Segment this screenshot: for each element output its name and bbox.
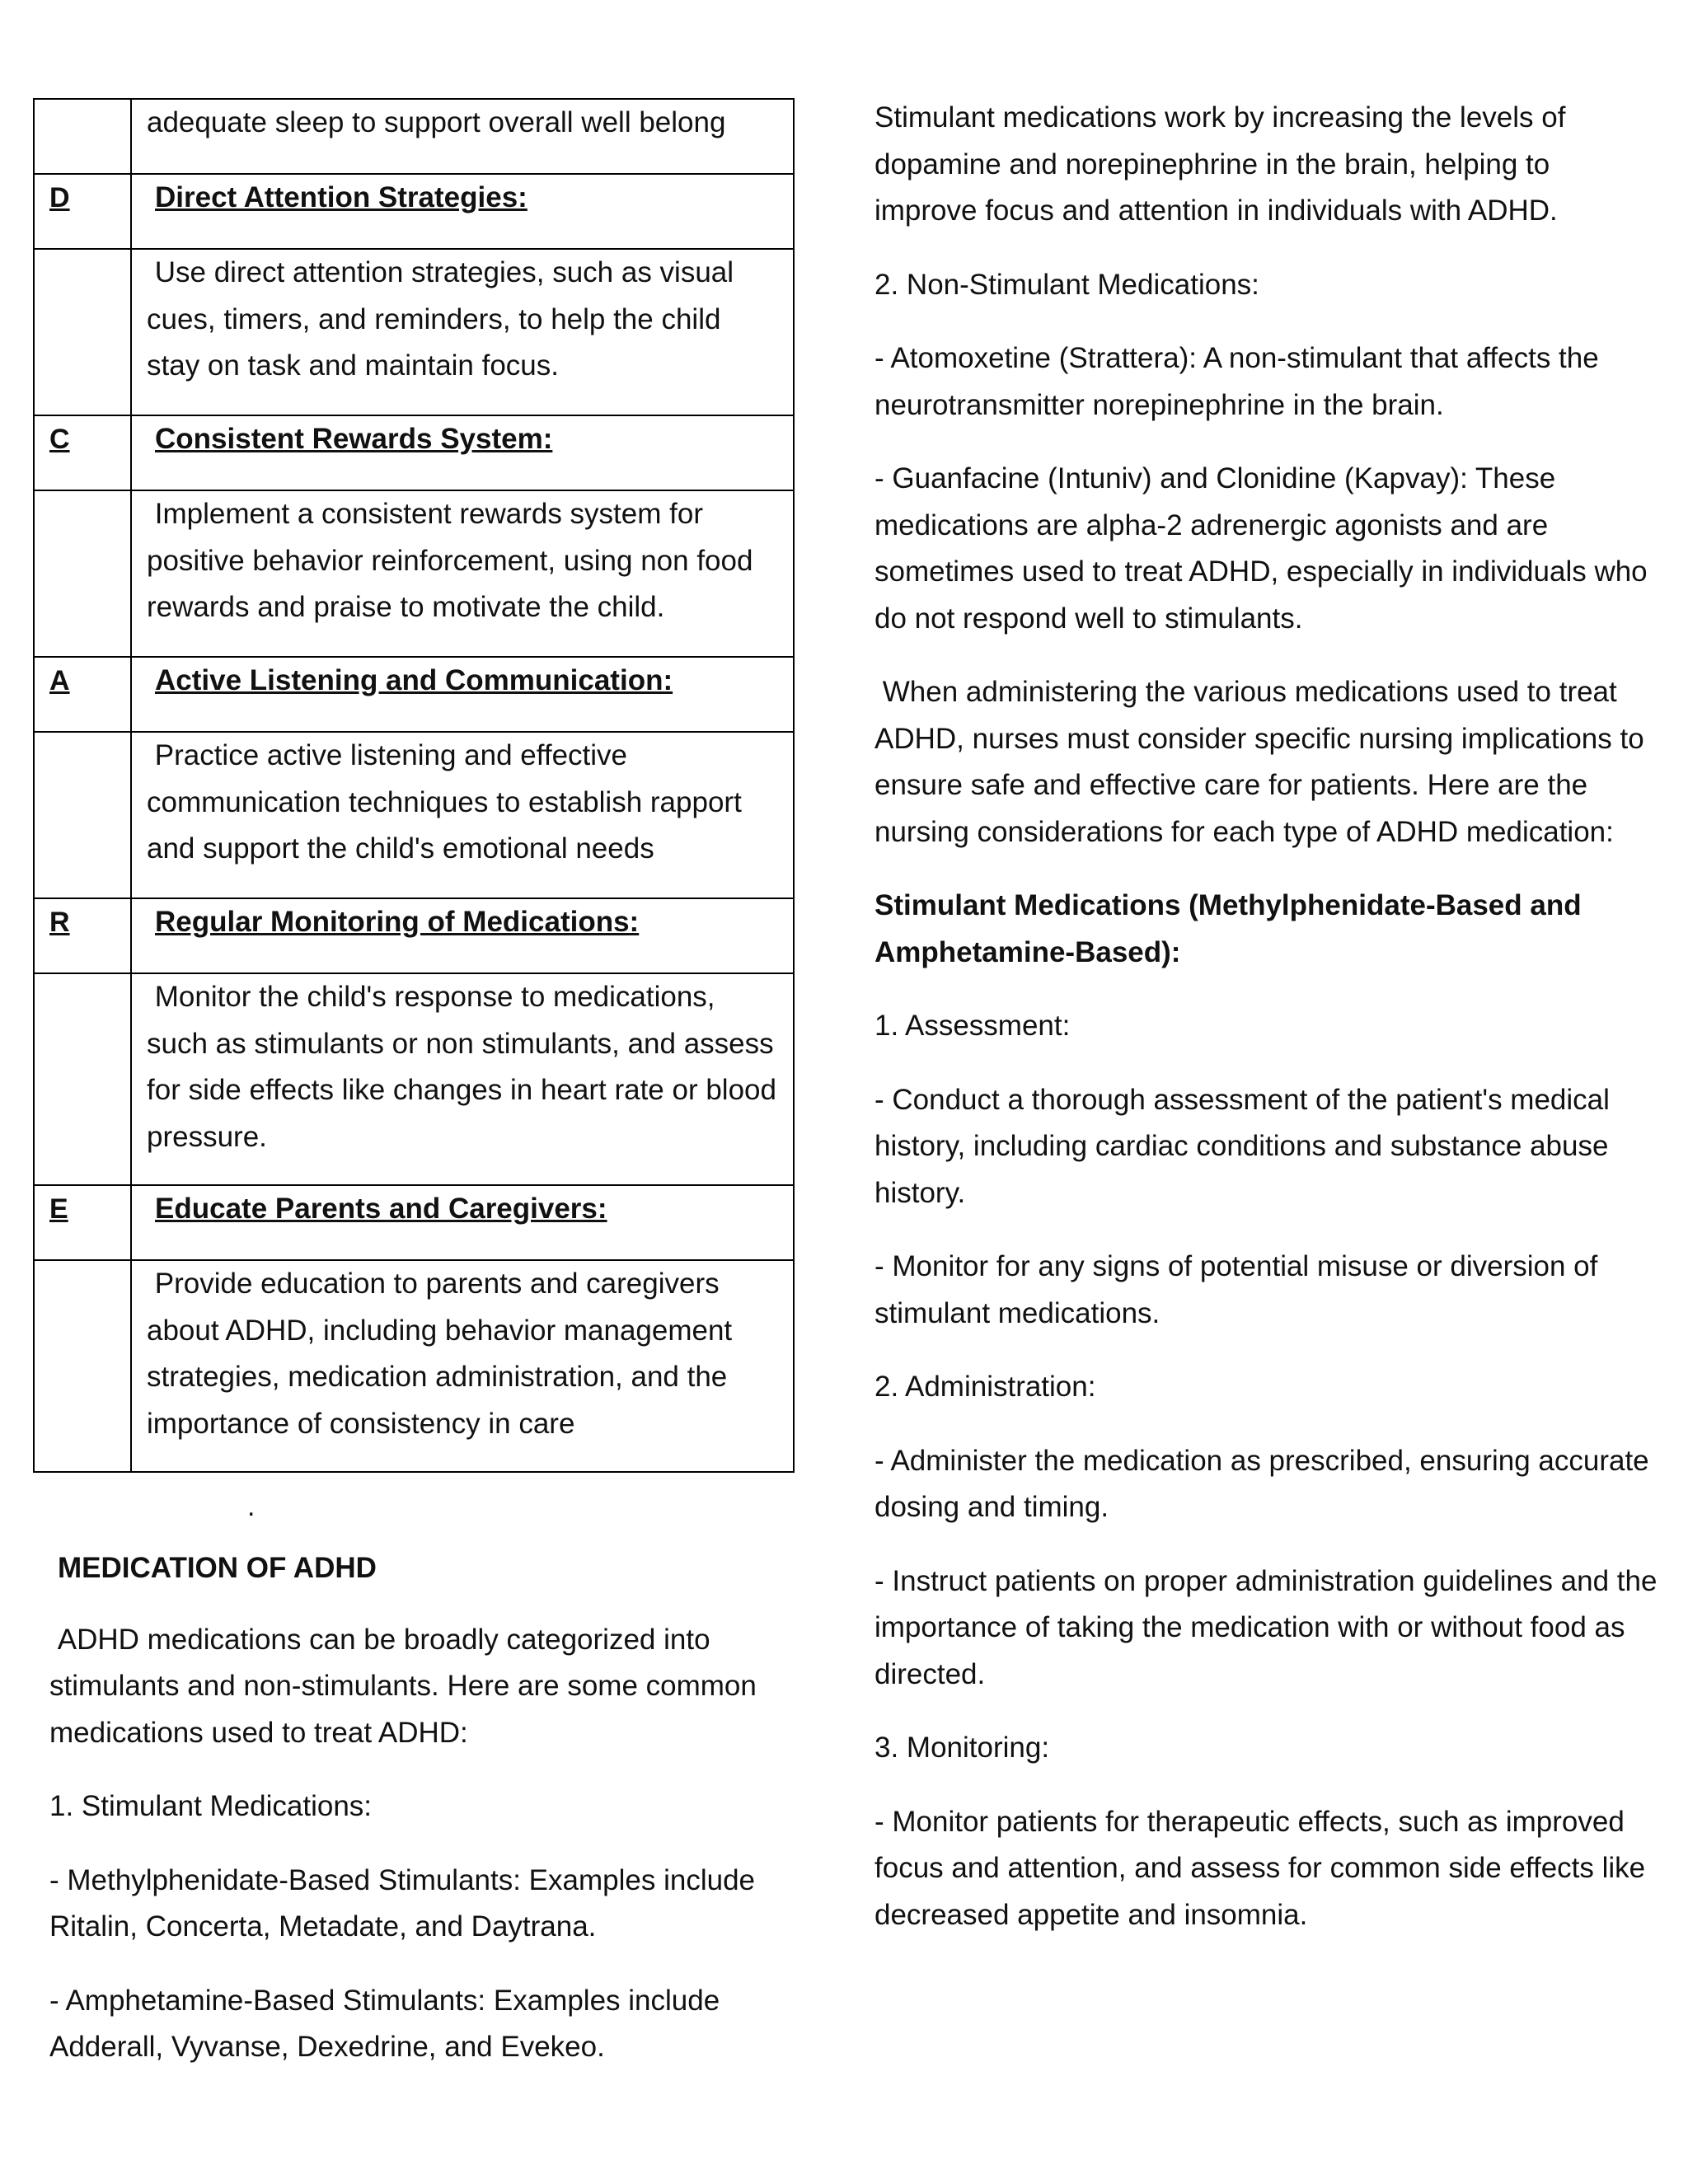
letter-cell (34, 490, 131, 657)
paragraph (874, 669, 1658, 855)
section-title: MEDICATION OF ADHD (58, 1552, 377, 1584)
table-heading: Active Listening and Communication: (131, 657, 794, 732)
left-column (49, 1545, 791, 2098)
table-body-text (131, 973, 794, 1185)
paragraph: - Conduct a thorough assessment of the patient's medical history, including cardiac conditions and substance abuse history. (874, 1083, 1610, 1209)
paragraph: - Amphetamine-Based Stimulants: Examples include Adderall, Vyvanse, Dexedrine, and Evekeo. (49, 1984, 720, 2063)
letter-cell: C (34, 415, 131, 490)
right-column (874, 95, 1658, 1966)
table-heading: Regular Monitoring of Medications: (131, 898, 794, 973)
paragraph: Stimulant medications work by increasing the levels of dopamine and norepinephrine in the brain, helping to improve focus and attention in individuals with ADHD. (874, 101, 1566, 227)
table-heading: Educate Parents and Caregivers: (131, 1185, 794, 1260)
table-row (34, 249, 794, 415)
table-body-span: Use direct attention strategies, such as visual cues, timers, and reminders, to help the child stay on task and maintain focus. (147, 256, 734, 382)
paragraph: - Methylphenidate-Based Stimulants: Examples include Ritalin, Concerta, Metadate, and Daytrana. (49, 1863, 755, 1943)
intro-text: ADHD medications can be broadly categorized into stimulants and non-stimulants. Here are some common medications used to treat ADHD: (49, 1623, 757, 1749)
letter-cell: E (34, 1185, 131, 1260)
table-row (34, 973, 794, 1185)
table-body-text (131, 732, 794, 898)
paragraph: - Monitor patients for therapeutic effects, such as improved focus and attention, and assess for common side effects like decreased appetite and insomnia. (874, 1805, 1646, 1931)
nursing-intro-text: When administering the various medications used to treat ADHD, nurses must consider specific nursing implications to ensure safe and effective care for patients. Here are the nursing considerations for each type of ADHD medication: (874, 676, 1644, 848)
paragraph: 1. Assessment: (874, 1010, 1071, 1042)
table-row (34, 1185, 794, 1260)
table-body-span: Monitor the child's response to medications, such as stimulants or non stimulants, and assess for side effects like changes in heart rate or blood pressure. (147, 981, 776, 1153)
paragraph: 2. Non-Stimulant Medications: (874, 268, 1259, 301)
letter-cell (34, 973, 131, 1185)
table-body-text: adequate sleep to support overall well belong (131, 99, 794, 174)
paragraph: - Instruct patients on proper administration guidelines and the importance of taking the medication with or without food as directed. (874, 1564, 1658, 1690)
paragraph: 3. Monitoring: (874, 1732, 1050, 1764)
stray-mark: . (247, 1491, 256, 1522)
paragraph: 1. Stimulant Medications: (49, 1790, 373, 1822)
table-row (34, 1260, 794, 1472)
table-heading: Direct Attention Strategies: (131, 174, 794, 249)
table-body-span: Provide education to parents and caregivers about ADHD, including behavior management strategies, medication administration, and the importance of consistency in care (147, 1268, 733, 1440)
table-body-span: Implement a consistent rewards system for positive behavior reinforcement, using non food rewards and praise to motivate the child. (147, 498, 753, 623)
table-heading: Consistent Rewards System: (131, 415, 794, 490)
paragraph: - Guanfacine (Intuniv) and Clonidine (Kapvay): These medications are alpha-2 adrenergic agonists and are sometimes used to treat ADHD, especially in individuals who do not respond well to stimulants. (874, 462, 1648, 635)
letter-cell (34, 249, 131, 415)
subsection-title: Stimulant Medications (Methylphenidate-Based and Amphetamine-Based): (874, 889, 1582, 968)
table-row (34, 415, 794, 490)
table-body-text (131, 490, 794, 657)
letter-cell: R (34, 898, 131, 973)
table-body-span: Practice active listening and effective communication techniques to establish rapport and support the child's emotional needs (147, 739, 742, 865)
letter-cell (34, 1260, 131, 1472)
paragraph: - Administer the medication as prescribed, ensuring accurate dosing and timing. (874, 1444, 1649, 1523)
table-row (34, 99, 794, 174)
table-row (34, 732, 794, 898)
letter-cell (34, 732, 131, 898)
table-row (34, 174, 794, 249)
table-row (34, 657, 794, 732)
paragraph: - Monitor for any signs of potential misuse or diversion of stimulant medications. (874, 1250, 1598, 1329)
table-row (34, 898, 794, 973)
letter-cell: A (34, 657, 131, 732)
dcare-acronym-table (33, 98, 795, 1473)
paragraph: - Atomoxetine (Strattera): A non-stimulant that affects the neurotransmitter norepinephrine in the brain. (874, 342, 1599, 421)
letter-cell: D (34, 174, 131, 249)
table-body-text (131, 1260, 794, 1472)
paragraph (49, 1617, 791, 1757)
letter-cell (34, 99, 131, 174)
table-body-text (131, 249, 794, 415)
paragraph: 2. Administration: (874, 1371, 1096, 1403)
table-row (34, 490, 794, 657)
